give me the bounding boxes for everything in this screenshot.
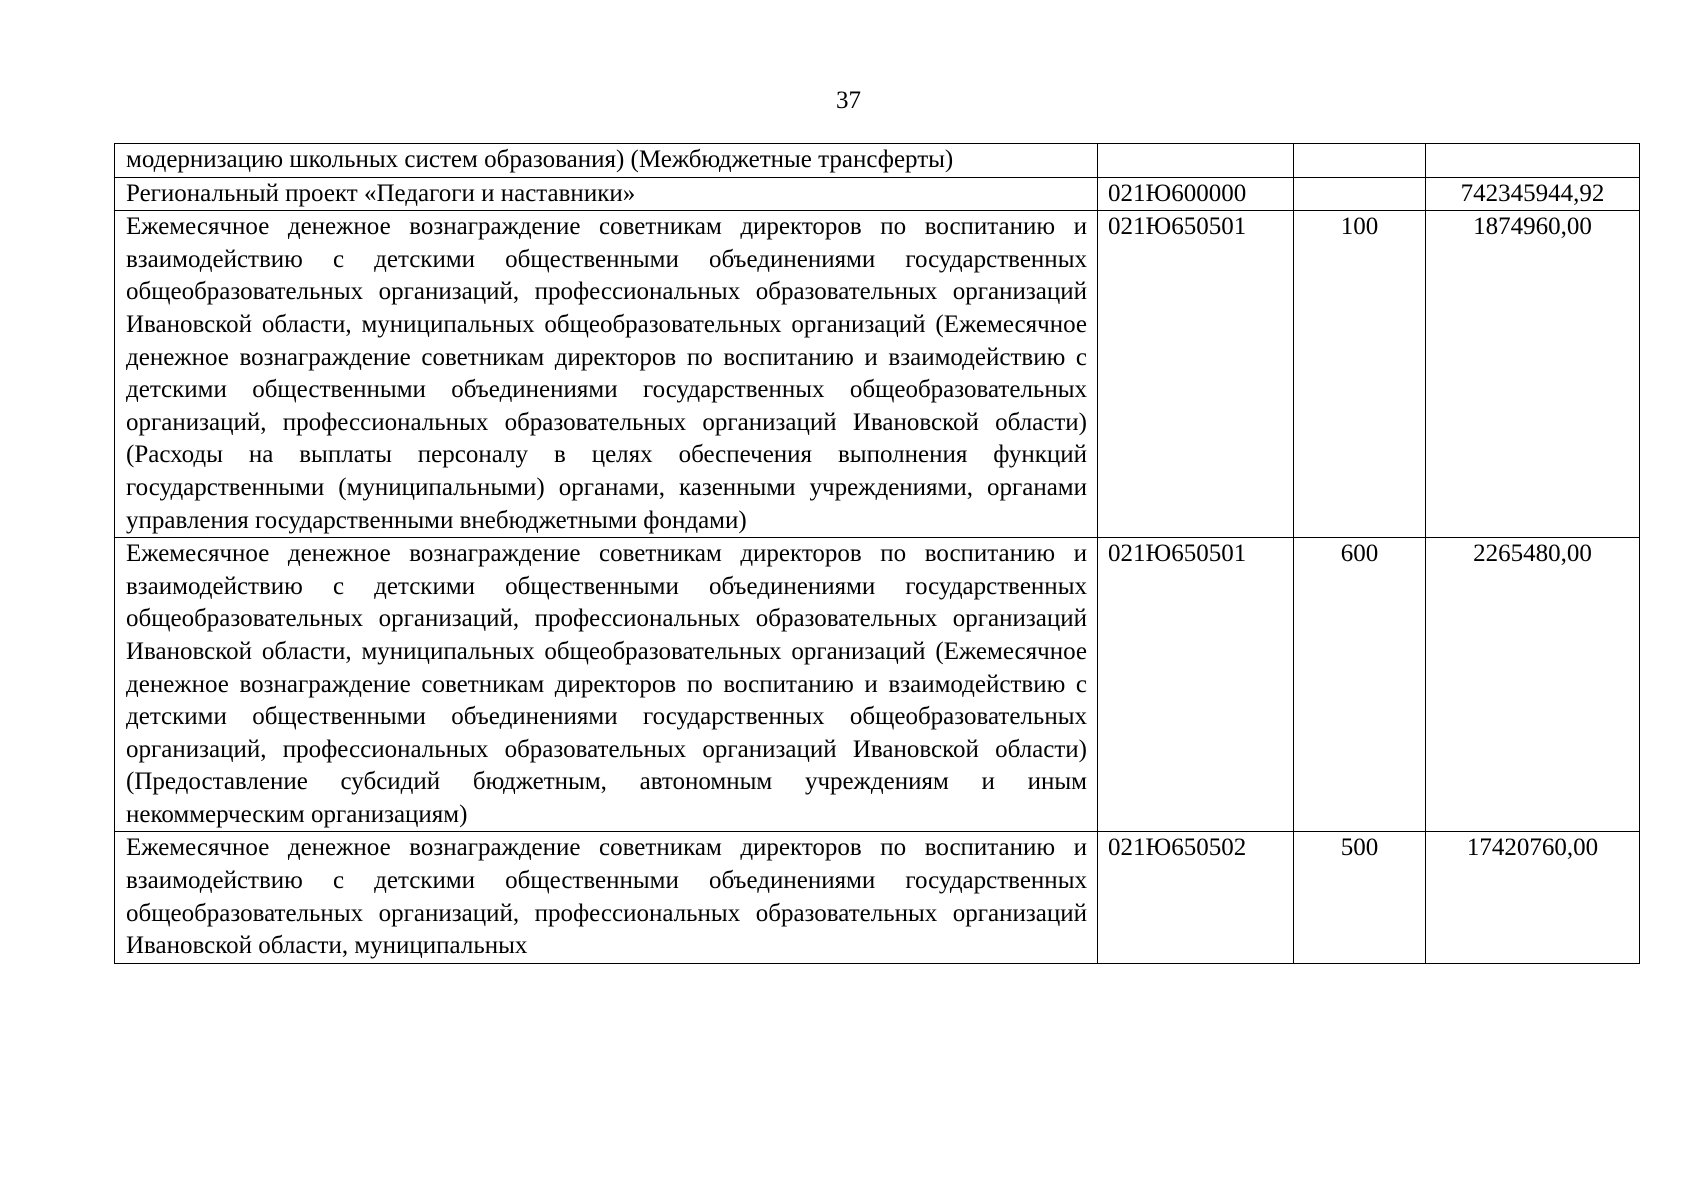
row-sum: 742345944,92 [1460,179,1605,207]
table-row [115,832,1640,963]
row-name-cell [115,538,1098,832]
row-name: Ежемесячное денежное вознаграждение советникам директоров по воспитанию и взаимодействию с детскими общественными объединениями государственных общеобразовательных организаций, профессиональных образовательных организаций Ивановской области, муниципальных общеобразовательных организаций (Ежемесячное денежное вознаграждение советникам директоров по воспитанию и взаимодействию с детскими общественными объединениями государственных общеобразовательных организаций, профессиональных образовательных организаций Ивановской области) (Предоставление субсидий бюджетным, автономным учреждениям и иным некоммерческим организациям) [126,540,1087,828]
row-code-cell [1098,177,1294,211]
table-row [115,144,1640,178]
row-sum-cell [1426,177,1640,211]
row-name-cell [115,144,1098,178]
row-code-cell [1098,832,1294,963]
row-code: 021Ю650501 [1108,213,1247,241]
row-code: 021Ю600000 [1108,179,1247,207]
row-type-cell [1294,538,1426,832]
row-name: модернизацию школьных систем образования) (Межбюджетные трансферты) [126,146,954,173]
row-type-cell [1294,144,1426,178]
row-name-cell [115,211,1098,538]
row-sum-cell [1426,538,1640,832]
row-sum: 17420760,00 [1466,834,1599,862]
row-type: 100 [1340,213,1379,241]
row-type: 500 [1340,834,1379,862]
row-name: Ежемесячное денежное вознаграждение советникам директоров по воспитанию и взаимодействию с детскими общественными объединениями государственных общеобразовательных организаций, профессиональных образовательных организаций Ивановской области, муниципальных [126,834,1087,960]
row-type-cell [1294,177,1426,211]
table-row [115,538,1640,832]
row-type-cell [1294,832,1426,963]
row-code-cell [1098,538,1294,832]
row-type: 600 [1340,540,1379,568]
table-row [115,177,1640,211]
table-row [115,211,1640,538]
row-sum-cell [1426,144,1640,178]
row-sum: 1874960,00 [1473,213,1592,241]
page-number: 37 [836,87,861,114]
row-code-cell [1098,211,1294,538]
row-name-cell [115,832,1098,963]
budget-table-body [115,144,1640,964]
row-code-cell [1098,144,1294,178]
row-sum: 2265480,00 [1473,540,1592,568]
row-sum-cell [1426,211,1640,538]
row-name-cell [115,177,1098,211]
row-type-cell [1294,211,1426,538]
row-code: 021Ю650502 [1108,834,1247,862]
row-sum-cell [1426,832,1640,963]
row-name: Ежемесячное денежное вознаграждение советникам директоров по воспитанию и взаимодействию с детскими общественными объединениями государственных общеобразовательных организаций, профессиональных образовательных организаций Ивановской области, муниципальных общеобразовательных организаций (Ежемесячное денежное вознаграждение советникам директоров по воспитанию и взаимодействию с детскими общественными объединениями государственных общеобразовательных организаций, профессиональных образовательных организаций Ивановской области) (Расходы на выплаты персоналу в целях обеспечения выполнения функций государственными (муниципальными) органами, казенными учреждениями, органами управления государственными внебюджетными фондами) [126,213,1087,534]
row-name: Региональный проект «Педагоги и наставники» [126,179,636,207]
budget-table [114,143,1640,964]
row-code: 021Ю650501 [1108,540,1247,568]
